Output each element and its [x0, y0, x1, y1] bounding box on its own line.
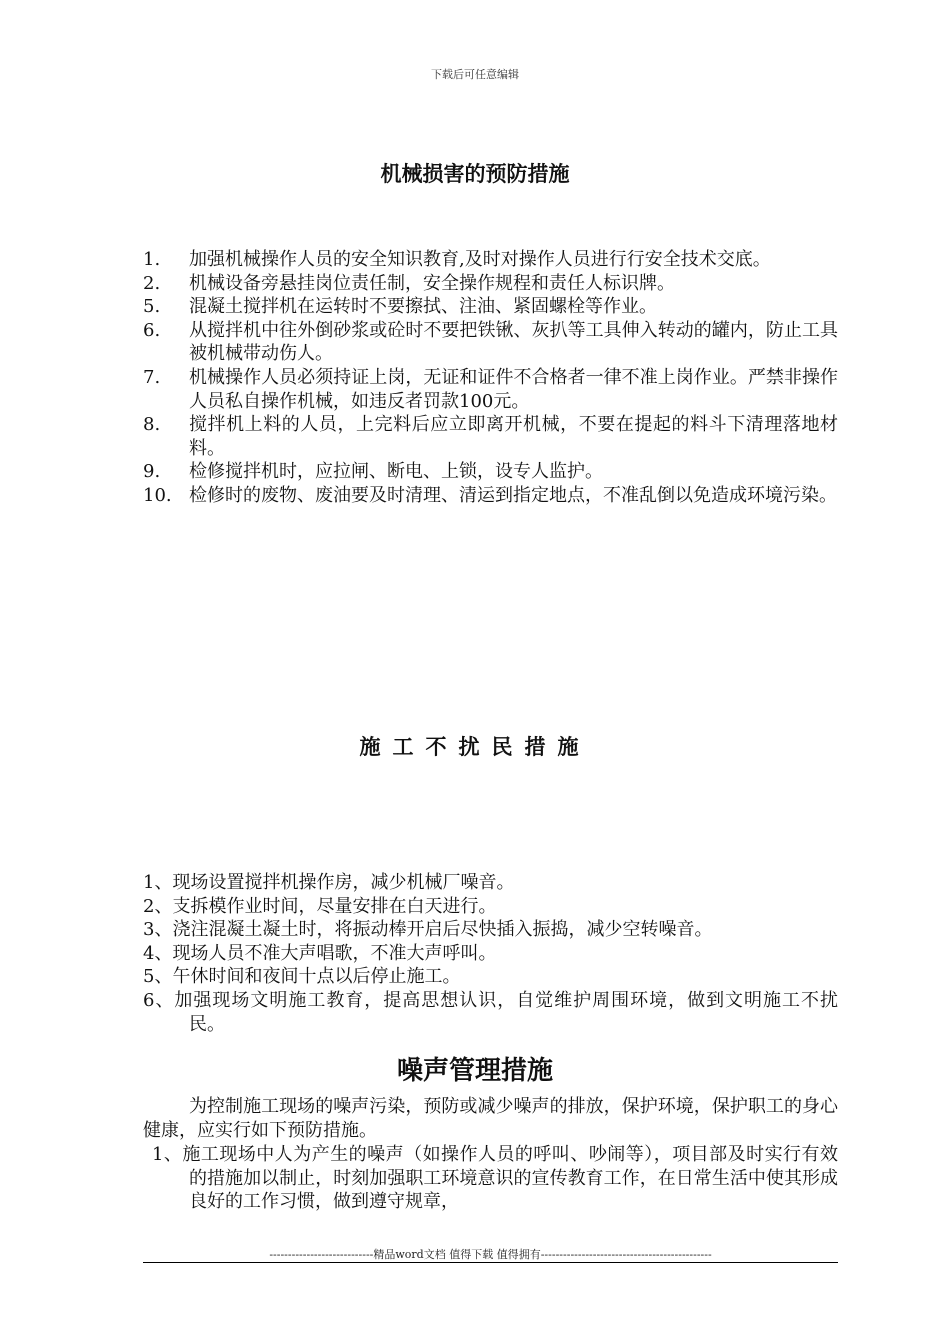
list-item [143, 366, 838, 413]
list-item [143, 248, 838, 272]
item-number: 9. [143, 461, 161, 483]
item-number: 1. [143, 249, 161, 270]
list-item: 6、加强现场文明施工教育，提高思想认识，自觉维护周围环境，做到文明施工不扰民。 [143, 989, 838, 1035]
item-number: 6. [143, 319, 161, 341]
item-number: 5. [143, 296, 161, 318]
item-text: 加强机械操作人员的安全知识教育,及时对操作人员进行行安全技术交底。 [189, 249, 771, 270]
item-text: 混凝土搅拌机在运转时不要擦拭、注油、紧固螺栓等作业。 [189, 296, 657, 318]
machinery-measures-list [143, 248, 838, 508]
noise-measures-list [143, 1143, 838, 1214]
noise-intro-paragraph: 为控制施工现场的噪声污染，预防或减少噪声的排放，保护环境，保护职工的身心健康，应实行如下预防措施。 [143, 1096, 838, 1141]
item-text: 搅拌机上料的人员，上完料后应立即离开机械，不要在提起的料斗下清理落地材料。 [189, 414, 838, 459]
list-item: 2、支拆模作业时间，尽量安排在白天进行。 [143, 895, 497, 917]
item-text: 机械设备旁悬挂岗位责任制，安全操作规程和责任人标识牌。 [189, 272, 675, 294]
section-title-machinery: 机械损害的预防措施 [380, 162, 570, 186]
section-title-noise: 噪声管理措施 [396, 1056, 553, 1086]
list-item [143, 272, 838, 296]
item-text: 检修搅拌机时，应拉闸、断电、上锁，设专人监护。 [189, 461, 603, 483]
list-item [143, 460, 838, 484]
list-item: 1、施工现场中人为产生的噪声（如操作人员的呼叫、吵闹等），项目部及时实行有效的措施加以制止，时刻加强职工环境意识的宣传教育工作，在日常生活中使其形成良好的工作习惯，做到遵守规章， [152, 1144, 838, 1213]
item-number: 8. [143, 414, 161, 436]
item-number: 10. [143, 484, 172, 506]
item-text: 从搅拌机中往外倒砂浆或砼时不要把铁锹、灰扒等工具伸入转动的罐内，防止工具被机械带动伤人。 [189, 319, 838, 365]
list-item [143, 295, 838, 319]
section-title-no-disturbance: 施工不扰民措施 [359, 735, 591, 759]
page-footer: ----------------------------精品word文档 值得下载 值得拥有---------------------------------------------- [269, 1248, 712, 1261]
list-item: 1、现场设置搅拌机操作房，减少机械厂噪音。 [143, 872, 515, 893]
item-text: 机械操作人员必须持证上岗，无证和证件不合格者一律不准上岗作业。严禁非操作人员私自操作机械，如违反者罚款100元。 [189, 366, 838, 412]
list-item [143, 413, 838, 460]
list-item [143, 484, 838, 508]
no-disturbance-measures-list [143, 871, 838, 1036]
list-item: 4、现场人员不准大声唱歌，不准大声呼叫。 [143, 942, 497, 964]
page-header-note: 下载后可任意编辑 [431, 68, 519, 81]
list-item: 3、浇注混凝土凝土时，将振动棒开启后尽快插入振捣，减少空转噪音。 [143, 919, 713, 941]
footer-divider [143, 1262, 838, 1263]
item-text: 检修时的废物、废油要及时清理、清运到指定地点，不准乱倒以免造成环境污染。 [189, 484, 837, 506]
item-number: 2. [143, 272, 161, 294]
item-number: 7. [143, 366, 161, 388]
list-item [143, 319, 838, 366]
list-item: 5、午休时间和夜间十点以后停止施工。 [143, 966, 461, 988]
